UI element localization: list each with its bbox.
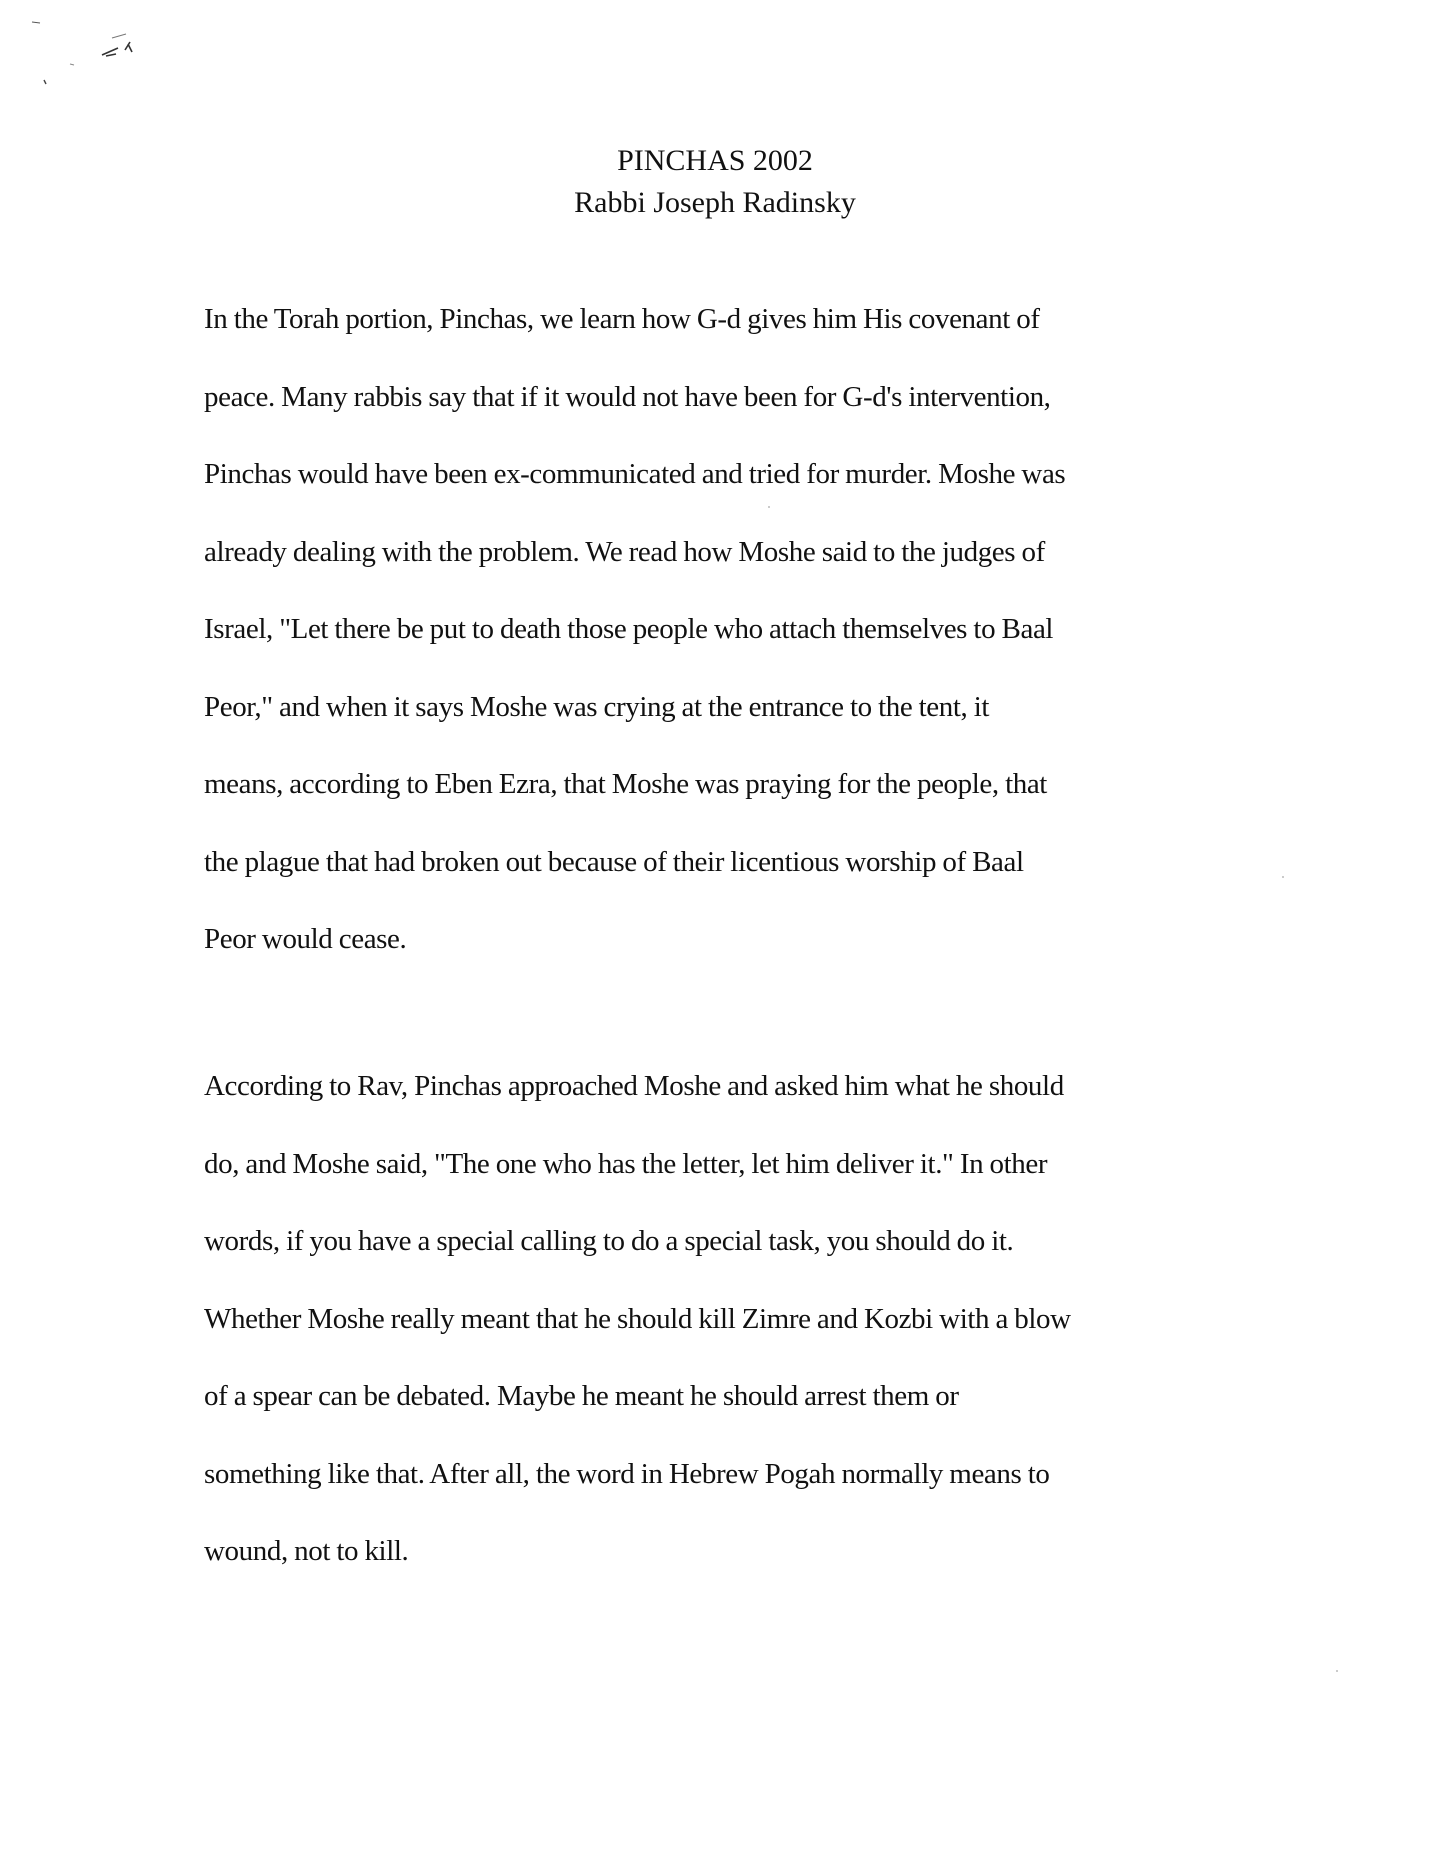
text-line: wound, not to kill.: [204, 1535, 409, 1567]
document-author: Rabbi Joseph Radinsky: [574, 186, 856, 219]
text-line: the plague that had broken out because of their licentious worship of Baal: [204, 845, 1024, 878]
document-header: [0, 140, 1430, 224]
text-line: In the Torah portion, Pinchas, we learn how G-d gives him His covenant of: [204, 303, 1040, 335]
scan-speck: [1282, 876, 1284, 878]
text-line: Peor would cease.: [204, 923, 407, 955]
text-line: According to Rav, Pinchas approached Moshe and asked him what he should: [204, 1070, 1064, 1102]
text-line: Whether Moshe really meant that he should kill Zimre and Kozbi with a blow: [204, 1302, 1071, 1335]
scan-marks: [30, 20, 150, 100]
paragraph: [204, 1048, 1224, 1591]
text-line: Israel, "Let there be put to death those people who attach themselves to Baal: [204, 613, 1054, 645]
text-line: means, according to Eben Ezra, that Moshe was praying for the people, that: [204, 768, 1047, 800]
document-title: PINCHAS 2002: [617, 144, 813, 177]
scan-speck: [1336, 1670, 1338, 1672]
text-line: do, and Moshe said, "The one who has the letter, let him deliver it." In other: [204, 1147, 1048, 1180]
text-line: already dealing with the problem. We read how Moshe said to the judges of: [204, 535, 1045, 568]
text-line: peace. Many rabbis say that if it would not have been for G-d's intervention,: [204, 380, 1051, 413]
text-line: Pinchas would have been ex-communicated and tried for murder. Moshe was: [204, 458, 1066, 490]
text-line: something like that. After all, the word in Hebrew Pogah normally means to: [204, 1457, 1050, 1490]
text-line: words, if you have a special calling to do a special task, you should do it.: [204, 1225, 1014, 1257]
text-line: of a spear can be debated. Maybe he meant he should arrest them or: [204, 1380, 959, 1412]
paragraph: [204, 281, 1224, 979]
text-line: Peor," and when it says Moshe was crying at the entrance to the tent, it: [204, 690, 990, 723]
